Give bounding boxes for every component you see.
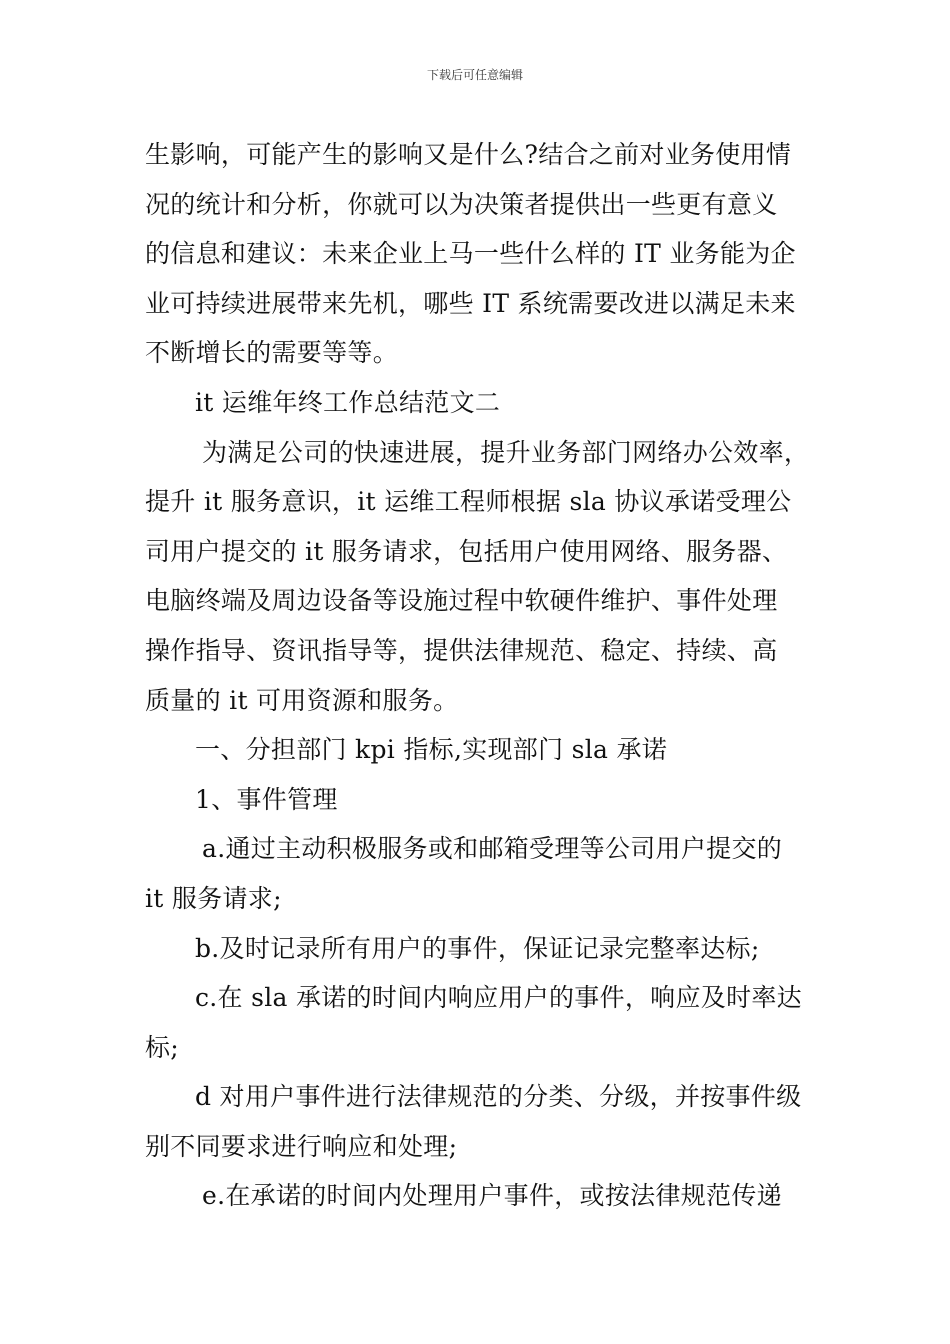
text-line: 不断增长的需要等等。 [145,338,399,368]
list-item: d 对用户事件进行法律规范的分类、分级，并按事件级 [195,1082,802,1112]
document-body [145,130,825,1221]
text-line: 为满足公司的快速进展，提升业务部门网络办公效率， [202,437,810,467]
text-line: it 服务请求; [145,883,282,913]
text-line: 别不同要求进行响应和处理; [145,1131,458,1161]
text-line: 质量的 it 可用资源和服务。 [145,685,459,715]
text-line: 况的统计和分析，你就可以为决策者提供出一些更有意义 [145,189,778,219]
list-item: c.在 sla 承诺的时间内响应用户的事件，响应及时率达 [195,983,802,1013]
list-item: a.通过主动积极服务或和邮箱受理等公司用户提交的 [202,834,783,864]
text-line: 司用户提交的 it 服务请求，包括用户使用网络、服务器、 [145,536,788,566]
text-line: 操作指导、资讯指导等，提供法律规范、稳定、持续、高 [145,635,778,665]
text-line: 的信息和建议：未来企业上马一些什么样的 IT 业务能为企 [145,239,796,269]
list-item: e.在承诺的时间内处理用户事件，或按法律规范传递 [202,1181,782,1211]
section-title: it 运维年终工作总结范文二 [195,387,501,417]
text-line: 业可持续进展带来先机，哪些 IT 系统需要改进以满足未来 [145,288,796,318]
text-line: 电脑终端及周边设备等设施过程中软硬件维护、事件处理 [145,586,778,616]
list-item: b.及时记录所有用户的事件，保证记录完整率达标; [195,933,760,963]
heading-2: 1、事件管理 [195,784,338,814]
header-note: 下载后可任意编辑 [426,68,523,82]
text-line: 标; [145,1032,180,1062]
heading-1: 一、分担部门 kpi 指标,实现部门 sla 承诺 [195,735,668,765]
text-line: 生影响，可能产生的影响又是什么?结合之前对业务使用情 [145,140,792,169]
text-line: 提升 it 服务意识，it 运维工程师根据 sla 协议承诺受理公 [145,487,792,517]
